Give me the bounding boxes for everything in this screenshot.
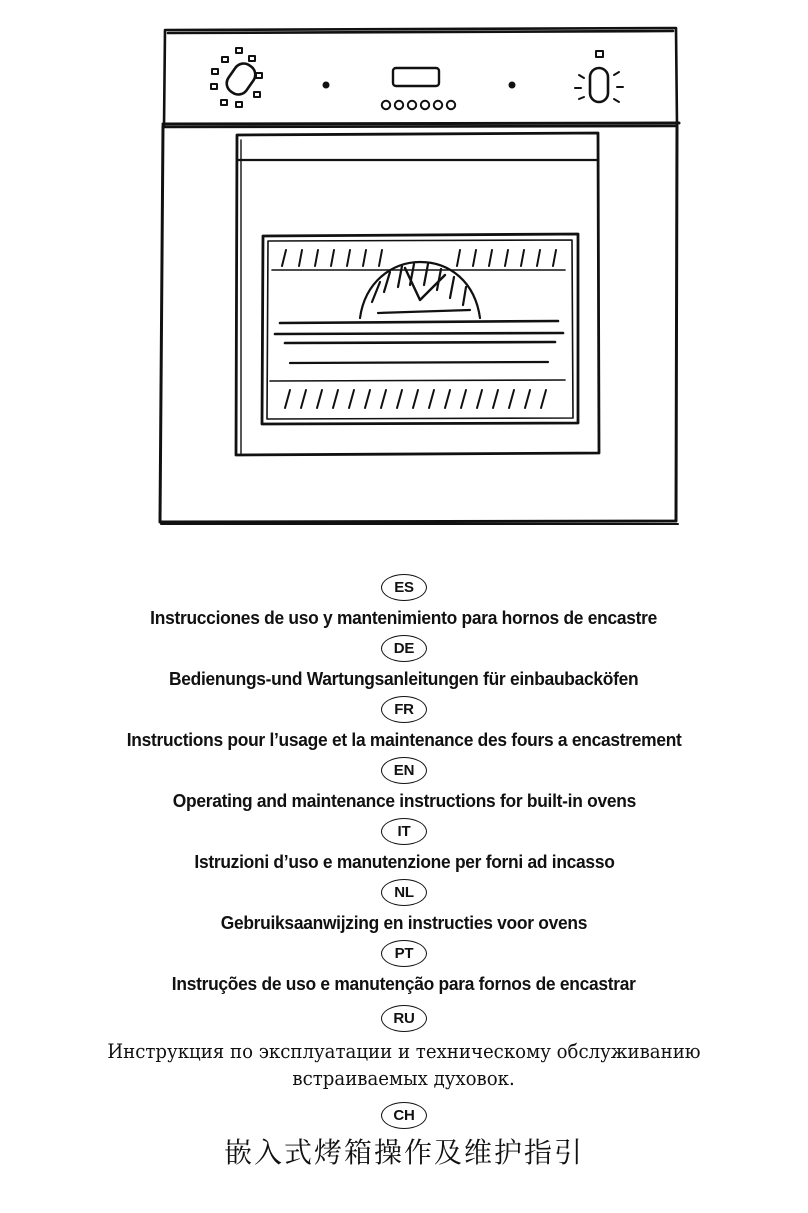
language-badge-it: IT (381, 818, 427, 845)
left-indicator-light (323, 82, 330, 89)
title-ru-line-2: встраиваемых духовок. (292, 1067, 516, 1090)
title-pt: Instruções de uso e manutenção para fornos de encastrar (172, 973, 636, 994)
language-de (0, 635, 808, 696)
title-fr: Instructions pour l’usage et la maintenance des fours a encastrement (126, 729, 682, 750)
title-it: Istruzioni d’uso e manutenzione per forni ad incasso (193, 851, 615, 872)
title-de: Bedienungs-und Wartungsanleitungen für einbaubacköfen (169, 668, 639, 689)
language-badge-es: ES (381, 574, 427, 601)
language-badge-de: DE (381, 635, 427, 662)
language-list (0, 574, 808, 1171)
language-badge-fr: FR (381, 696, 427, 723)
language-ru (0, 1005, 808, 1102)
oven-body (160, 126, 678, 524)
title-ch: 嵌入式烤箱操作及维护指引 (223, 1136, 584, 1169)
language-fr (0, 696, 808, 757)
language-badge-ch: CH (381, 1102, 427, 1129)
top-element (272, 250, 565, 270)
language-it (0, 818, 808, 879)
right-indicator-light (509, 82, 516, 89)
language-en (0, 757, 808, 818)
display-window (393, 68, 439, 86)
title-en: Operating and maintenance instructions for built-in ovens (172, 790, 636, 811)
language-pt (0, 940, 808, 1001)
left-knob-icon (211, 48, 262, 107)
title-ru-line-1: Инструкция по эксплуатации и техническому обслуживанию (107, 1040, 701, 1063)
language-badge-en: EN (381, 757, 427, 784)
control-panel (163, 28, 679, 127)
language-ch (0, 1102, 808, 1171)
oven-illustration (0, 0, 808, 540)
language-badge-pt: PT (381, 940, 427, 967)
language-badge-ru: RU (381, 1005, 427, 1032)
bottom-element (270, 380, 565, 408)
title-es: Instrucciones de uso y mantenimiento para hornos de encastre (150, 607, 658, 628)
control-buttons (382, 101, 455, 109)
title-nl: Gebruiksaanwijzing en instructies voor ovens (220, 912, 588, 933)
language-badge-nl: NL (381, 879, 427, 906)
language-nl (0, 879, 808, 940)
right-knob-icon (575, 51, 623, 102)
language-es (0, 574, 808, 635)
oven-rack (275, 321, 563, 363)
